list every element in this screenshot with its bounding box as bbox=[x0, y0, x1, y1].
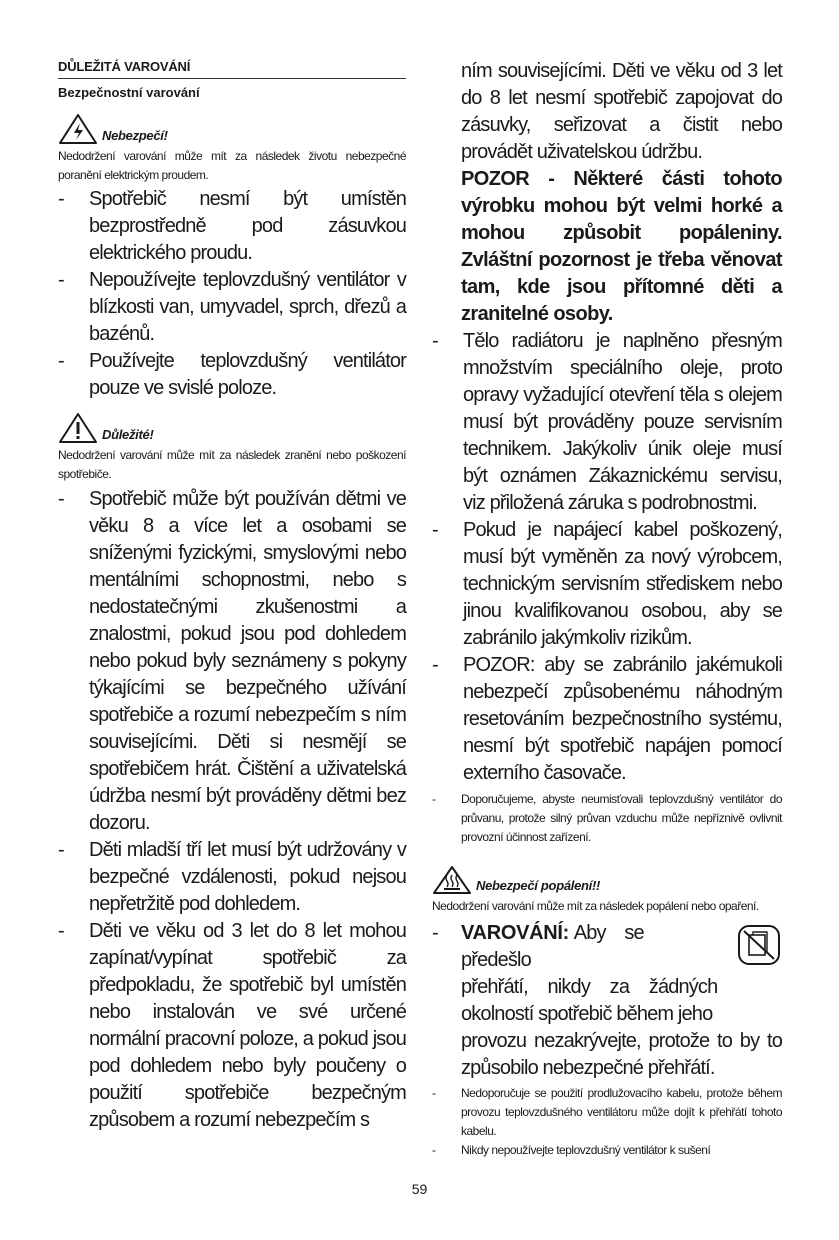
warning-important bbox=[58, 412, 406, 444]
right-column bbox=[432, 58, 782, 1160]
warning-text: Nedodržení varování může mít za následek popálení nebo opaření. bbox=[432, 899, 759, 913]
warning-danger bbox=[58, 113, 406, 145]
varovani-label: VAROVÁNÍ: bbox=[461, 922, 570, 944]
section-subheading: Bezpečnostní varování bbox=[58, 85, 200, 100]
list-item: - POZOR: aby se zabránilo jakémukoli nebezpečí způsobenému náhodným resetováním bezpečnostního systému, nesmí být spotřebič napájen pomocí externího časovače. bbox=[432, 654, 782, 784]
list-group-3 bbox=[432, 328, 782, 787]
list-item: - Spotřebič nesmí být umístěn bezprostředně pod zásuvkou elektrického proudu. bbox=[58, 188, 406, 264]
exclamation-warning-icon bbox=[58, 412, 98, 444]
list-item: - Děti mladší tří let musí být udržovány v bezpečné vzdálenosti, pokud nejsou nepřetržitě pod dohledem. bbox=[58, 839, 406, 915]
list-item: - Tělo radiátoru je naplněno přesným množstvím speciálního oleje, proto opravy vyžadující otevření těla s olejem musí být prováděny pouze servisním technikem. Jakýkoliv únik oleje musí být oznámen Zákaznickému servisu, viz přiložená záruka s podrobnostmi. bbox=[432, 330, 782, 514]
small-list-item: - Nedoporučuje se použití prodlužovacího kabelu, protože během provozu teplovzdušného ventilátoru může dojít k přehřátí tohoto kabelu. bbox=[432, 1086, 782, 1138]
warning-title: Nebezpečí popálení!! bbox=[476, 878, 601, 893]
list-group-4 bbox=[432, 1084, 782, 1160]
list-group-1 bbox=[58, 186, 406, 402]
warning-title: Nebezpečí! bbox=[102, 128, 168, 143]
small-list-item: - Doporučujeme, abyste neumisťovali teplovzdušný ventilátor do průvanu, protože silný průvan vzduchu může nepříznivě ovlivnit provozní účinnost zařízení. bbox=[432, 792, 782, 844]
warning-text: Nedodržení varování může mít za následek zranění nebo poškození spotřebiče. bbox=[58, 448, 406, 481]
list-item: - Používejte teplovzdušný ventilátor pouze ve svislé poloze. bbox=[58, 350, 406, 399]
list-item: - Nepoužívejte teplovzdušný ventilátor v blízkosti van, umyvadel, sprch, dřezů a bazénů. bbox=[58, 269, 406, 345]
warning-burn bbox=[432, 865, 782, 895]
warning-text: Nedodržení varování může mít za následek životu nebezpečné poranění elektrickým proudem. bbox=[58, 149, 406, 182]
do-not-cover-icon bbox=[736, 923, 782, 967]
list-item: - Pokud je napájecí kabel poškozený, musí být vyměněn za nový výrobcem, technickým servisním střediskem nebo jinou kvalifikovanou osobou, aby se zabránilo jakýmkoliv rizikům. bbox=[432, 519, 782, 649]
continued-text: ním souvisejícími. Děti ve věku od 3 let do 8 let nesmí spotřebič zapojovat do zásuvky, seřizovat a čistit nebo provádět uživatelskou údržbu. bbox=[461, 60, 782, 163]
left-column bbox=[58, 58, 406, 1134]
list-item: - Spotřebič může být používán dětmi ve věku 8 a více let a osobami se sníženými fyzickými, smyslovými nebo mentálními schopnostmi, nebo s nedostatečnými zkušenostmi a znalostmi, pokud jsou pod dohledem nebo pokud byly seznámeny s pokyny týkajícími se bezpečného užívání spotřebiče a rozumí nebezpečím s ním souvisejícími. Děti si nesmějí se spotřebičem hrát. Čištění a uživatelská údržba nesmí být prováděny dětmi bez dozoru. bbox=[58, 488, 406, 834]
page-number: 59 bbox=[411, 1181, 428, 1197]
do-not-cover-warning: - VAROVÁNÍ: Aby se předešlo přehřátí, nikdy za žádných okolností spotřebič během jeho provozu nezakrývejte, protože to by to způsobilo nebezpečné přehřátí. bbox=[432, 922, 782, 1079]
hot-surface-warning-icon bbox=[432, 865, 472, 895]
list-item: - Děti ve věku od 3 let do 8 let mohou zapínat/vypínat spotřebič za předpokladu, že spotřebič byl umístěn nebo instalován ve své určené normální pracovní poloze, a pokud jsou pod dohledem nebo byly poučeny o použití spotřebiče bezpečným způsobem a rozumí nebezpečím s bbox=[58, 920, 406, 1131]
list-group-2 bbox=[58, 486, 406, 1134]
caution-bold-text: POZOR - Některé části tohoto výrobku mohou být velmi horké a mohou způsobit popáleniny. Zvláštní pozornost je třeba věnovat tam, kde jsou přítomné děti a zranitelné osoby. bbox=[461, 168, 782, 325]
warning-title: Důležité! bbox=[102, 427, 154, 442]
section-heading: DŮLEŽITÁ VAROVÁNÍ bbox=[58, 58, 406, 79]
electric-warning-icon bbox=[58, 113, 98, 145]
small-list-item: - Nikdy nepoužívejte teplovzdušný ventilátor k sušení bbox=[432, 1143, 711, 1157]
